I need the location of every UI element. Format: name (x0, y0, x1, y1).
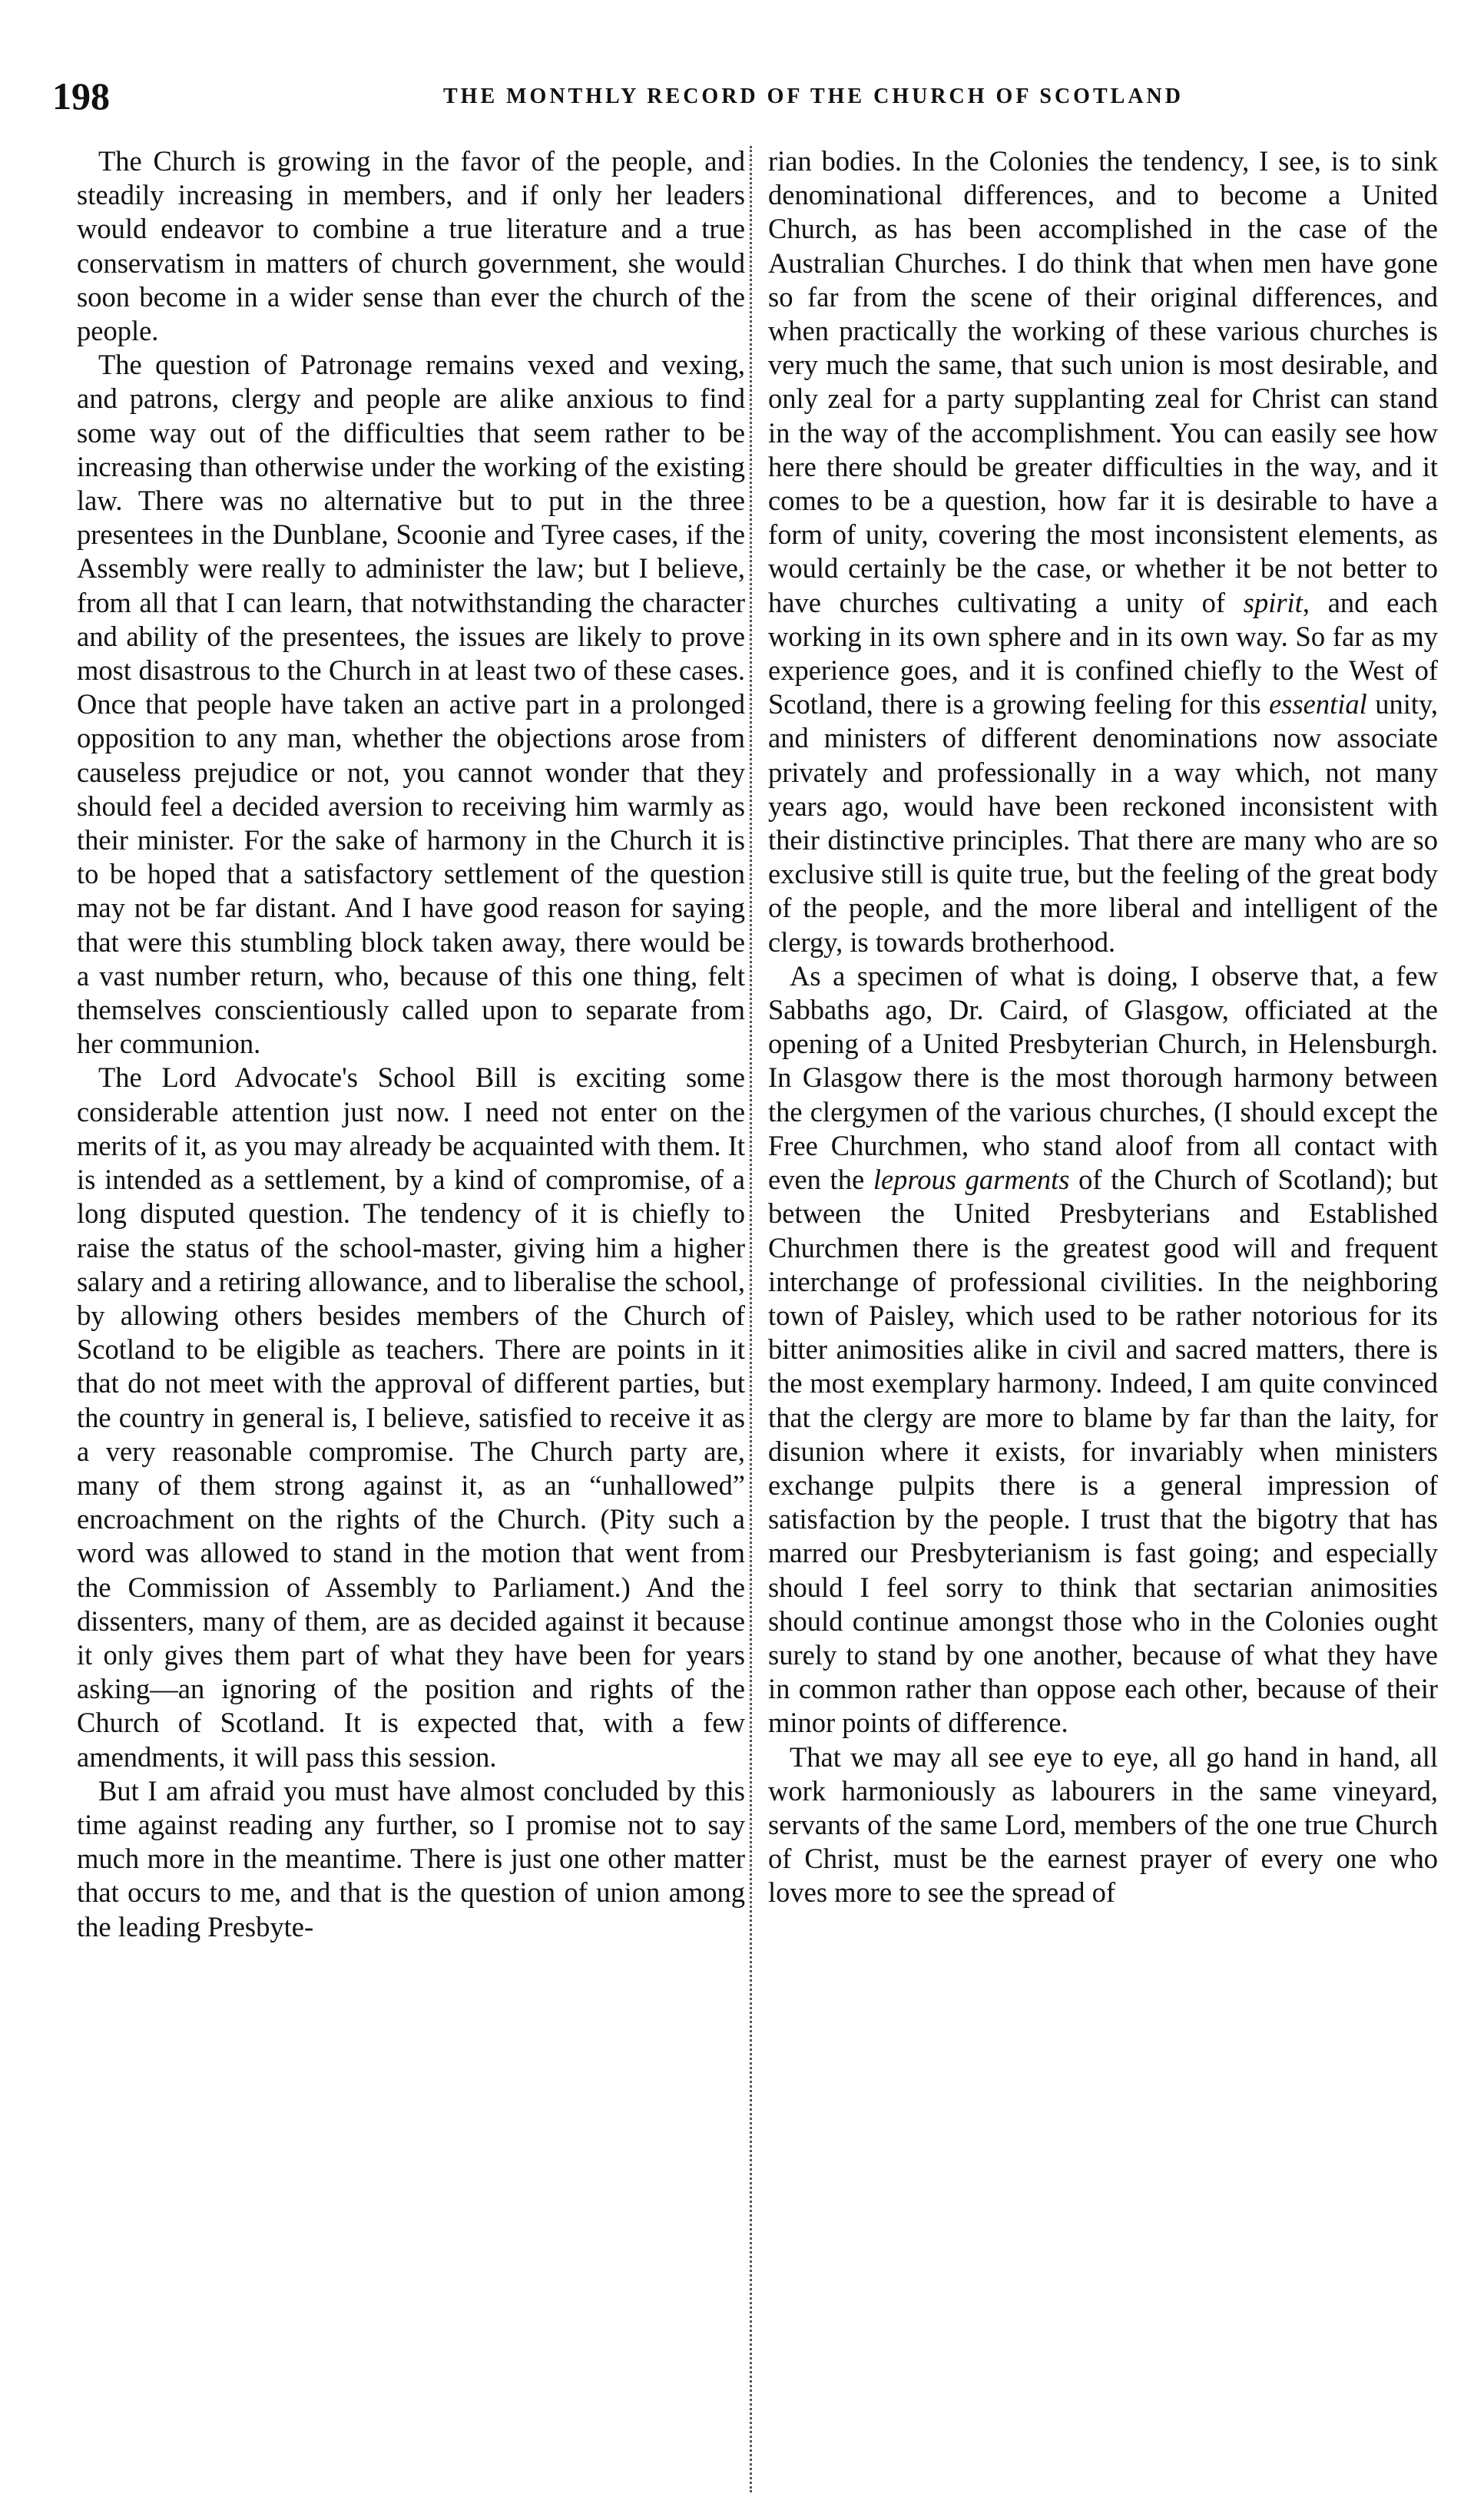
text-span: unity, and ministers of different denominations now associate privately and professionally in a way which, not many years ago, would have been reckoned inconsistent with their distinctive principles. That there are many who are so exclusive still is quite true, but the feeling of the great body of the people, and the more liberal and intelligent of the clergy, is towards brotherhood. (768, 688, 1439, 958)
paragraph-union-question: But I am afraid you must have almost concluded by this time against reading any further, so I promise not to say much more in the meantime. There is just one other matter that occurs to me, and that is the question of union among the leading Presbyte- (77, 1774, 745, 1942)
text-span: of the Church of Scotland); but between the United Presbyterians and Established Churchmen there is the greatest good will and frequent interchange of professional civilities. In the neighboring town of Paisley, which used to be rather notorious for its bitter animosities alike in civil and sacred matters, there is the most exemplary harmony. Indeed, I am quite convinced that the clergy are more to blame by far than the laity, for disunion where it exists, for invariably when ministers exchange pulpits there is a general impression of satisfaction by the people. I trust that the bigotry that has marred our Presbyterianism is fast going; and especially should I feel sorry to think that sectarian animosities should continue amongst those who in the Colonies ought surely to stand by one another, because of what they have in common rather than oppose each other, because of their minor points of difference. (768, 1164, 1438, 1739)
paragraph-colonies-union (768, 144, 1438, 959)
paragraph-prayer: That we may all see eye to eye, all go hand in hand, all work harmoniously as labourers in the same vineyard, servants of the same Lord, members of the one true Church of Christ, must be the earnest prayer of every one who loves more to see the spread of (768, 1740, 1438, 1909)
page-number: 198 (52, 75, 110, 118)
page-header (48, 74, 1407, 128)
text-span: rian bodies. In the Colonies the tendency, I see, is to sink denominational differences, and to become a United Church, as has been accomplished in the case of the Australian Churches. I do think that when men have gone so far from the scene of their original differences, and when practically the working of these various churches is very much the same, that such union is most desirable, and only zeal for a party supplanting zeal for Christ can stand in the way of the accomplishment. You can easily see how here there should be greater difficulties in the way, and it comes to be a question, how far it is desirable to have a form of unity, covering the most inconsistent elements, as would certainly be the case, or whether it be not better to have churches cultivating a unity of (768, 145, 1438, 618)
paragraph-church-growing: The Church is growing in the favor of the people, and steadily increasing in members, and if only her leaders would endeavor to combine a true literature and a true conservatism in matters of church government, she would soon become in a wider sense than ever the church of the people. (77, 145, 745, 347)
italic-essential: essential (1269, 688, 1367, 720)
paragraph-specimen (768, 959, 1438, 1740)
right-column (768, 144, 1438, 1910)
column-divider (750, 146, 752, 2492)
italic-leprous-garments: leprous garments (873, 1164, 1070, 1196)
paragraph-patronage: The question of Patronage remains vexed and vexing, and patrons, clergy and people are alike anxious to find some way out of the difficulties that seem rather to be increasing than otherwise under the working of the existing law. There was no alternative but to put in the three presentees in the Dunblane, Scoonie and Tyree cases, if the Assembly were really to administer the law; but I believe, from all that I can learn, that notwithstanding the character and ability of the presentees, the issues are likely to prove most disastrous to the Church in at least two of these cases. Once that people have taken an active part in a prolonged opposition to any man, whether the objections arose from causeless prejudice or not, you cannot wonder that they should feel a decided aversion to receiving him warmly as their minister. For the sake of harmony in the Church it is to be hoped that a satisfactory settlement of the question may not be far distant. And I have good reason for saying that were this stumbling block taken away, there would be a vast number return, who, because of this one thing, felt themselves conscientiously called upon to separate from her communion. (77, 349, 745, 1060)
paragraph-school-bill: The Lord Advocate's School Bill is exciting some considerable attention just now. I need not enter on the merits of it, as you may already be acquainted with them. It is intended as a settlement, by a kind of compromise, of a long disputed question. The tendency of it is chiefly to raise the status of the school-master, giving him a higher salary and a retiring allowance, and to liberalise the school, by allowing others besides members of the Church of Scotland to be eligible as teachers. There are points in it that do not meet with the approval of different parties, but the country in general is, I believe, satisfied to receive it as a very reasonable compromise. The Church party are, many of them strong against it, as an “unhallowed” encroachment on the rights of the Church. (Pity such a word was allowed to stand in the motion that went from the Commission of Assembly to Parliament.) And the dissenters, many of them, are as decided against it because it only gives them part of what they have been for years asking—an ignoring of the position and rights of the Church of Scotland. It is expected that, with a few amendments, it will pass this session. (77, 1061, 745, 1773)
text-span: As a specimen of what is doing, I observe that, a few Sabbaths ago, Dr. Caird, of Glasgow, officiated at the opening of a United Presbyterian Church, in Helensburgh. In Glasgow there is the most thorough harmony between the clergymen of the various churches, (I should except the Free Churchmen, who stand aloof from all contact with even the (768, 959, 1438, 1196)
running-head: THE MONTHLY RECORD OF THE CHURCH OF SCOTLAND (443, 84, 1184, 108)
italic-spirit: spirit (1243, 586, 1303, 618)
text-span: , and each working in its own sphere and in its own way. So far as my experience goes, and it is confined chiefly to the West of Scotland, there is a growing feeling for this (768, 586, 1438, 720)
left-column (77, 144, 745, 1944)
